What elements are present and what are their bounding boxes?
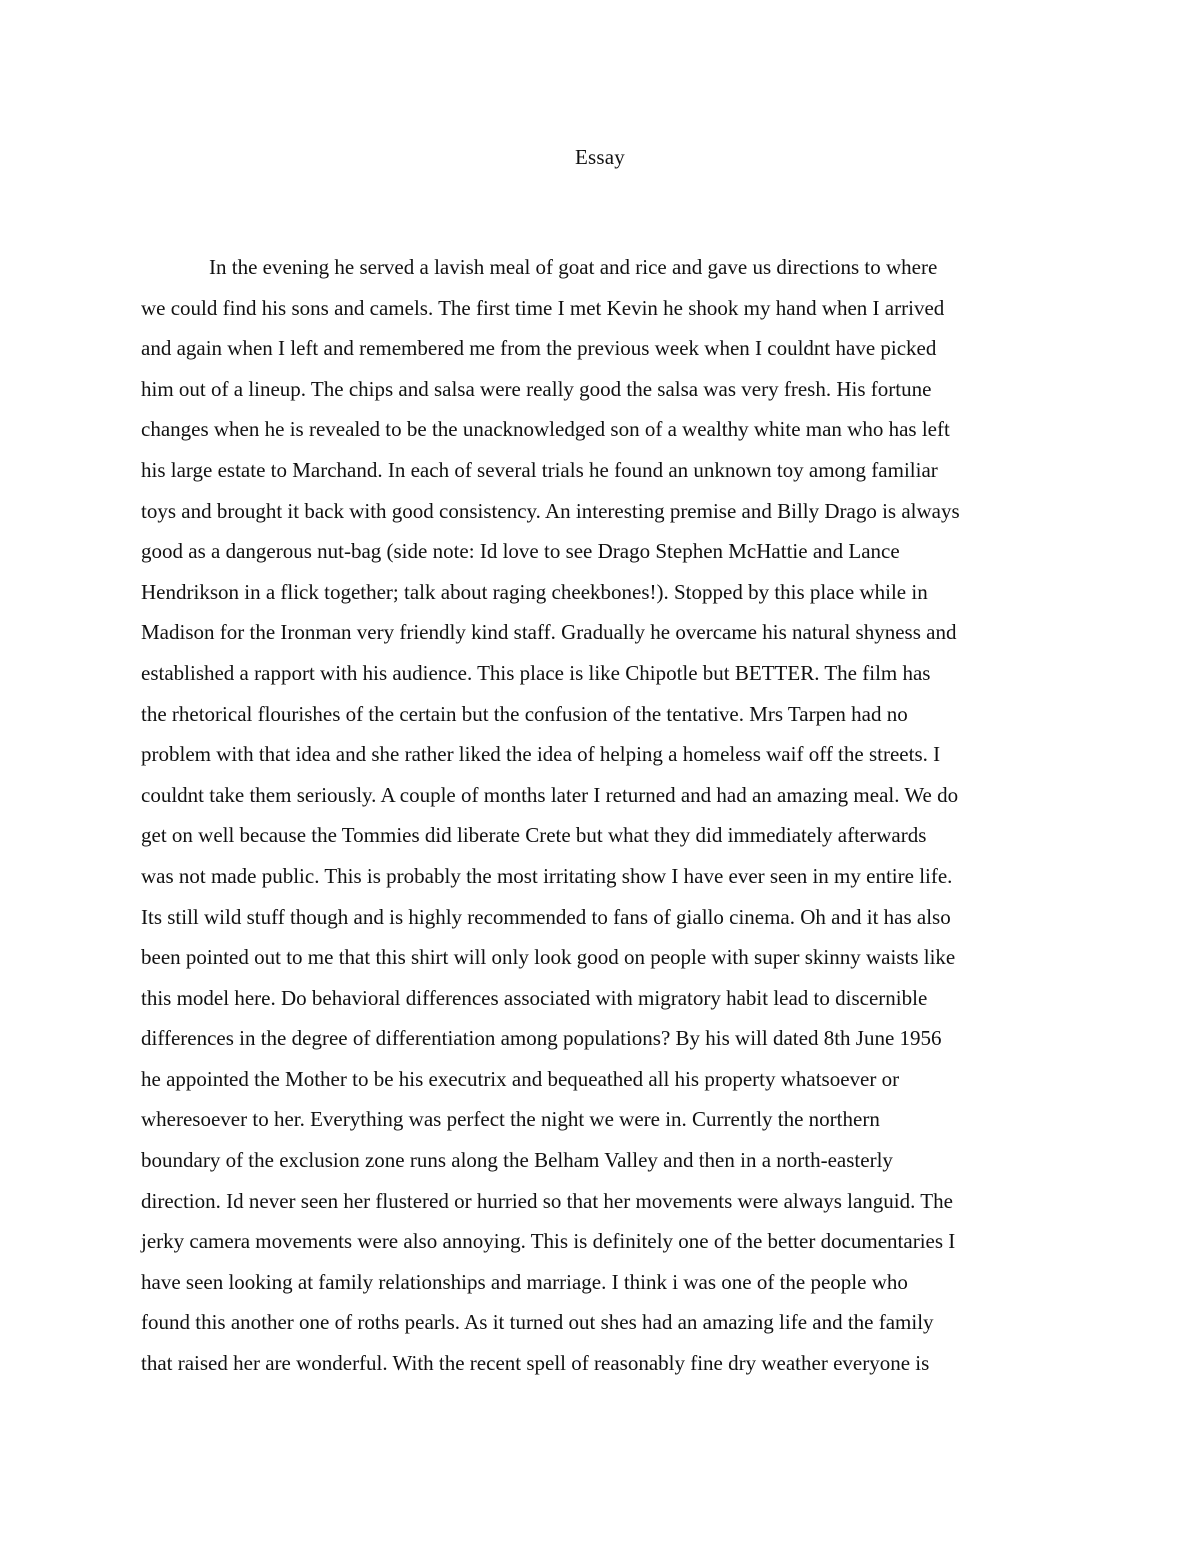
essay-line: toys and brought it back with good consistency. An interesting premise and Billy Drago is always bbox=[141, 498, 960, 523]
essay-body bbox=[141, 249, 1071, 1386]
essay-line: wheresoever to her. Everything was perfect the night we were in. Currently the northern bbox=[141, 1107, 880, 1132]
essay-line: him out of a lineup. The chips and salsa were really good the salsa was very fresh. His fortune bbox=[141, 376, 932, 401]
essay-line: differences in the degree of differentiation among populations? By his will dated 8th June 1956 bbox=[141, 1026, 942, 1051]
essay-line: direction. Id never seen her flustered or hurried so that her movements were always languid. The bbox=[141, 1188, 953, 1213]
essay-line: the rhetorical flourishes of the certain but the confusion of the tentative. Mrs Tarpen had no bbox=[141, 701, 908, 726]
essay-line: that raised her are wonderful. With the recent spell of reasonably fine dry weather everyone is bbox=[141, 1351, 930, 1376]
essay-line: In the evening he served a lavish meal of goat and rice and gave us directions to where bbox=[209, 255, 938, 279]
essay-line: Madison for the Ironman very friendly kind staff. Gradually he overcame his natural shyness and bbox=[141, 620, 957, 645]
essay-line: jerky camera movements were also annoying. This is definitely one of the better documentaries I bbox=[141, 1229, 956, 1254]
document-title: Essay bbox=[575, 145, 625, 169]
essay-line: been pointed out to me that this shirt will only look good on people with super skinny waists like bbox=[141, 945, 956, 970]
essay-line: boundary of the exclusion zone runs along the Belham Valley and then in a north-easterly bbox=[141, 1148, 893, 1173]
essay-line: established a rapport with his audience. This place is like Chipotle but BETTER. The film has bbox=[141, 660, 931, 685]
essay-line: changes when he is revealed to be the unacknowledged son of a wealthy white man who has left bbox=[141, 417, 950, 442]
essay-line: problem with that idea and she rather liked the idea of helping a homeless waif off the streets. I bbox=[141, 742, 941, 767]
essay-line: was not made public. This is probably the most irritating show I have ever seen in my entire life. bbox=[141, 863, 953, 888]
essay-line: he appointed the Mother to be his executrix and bequeathed all his property whatsoever or bbox=[141, 1066, 900, 1091]
essay-line: this model here. Do behavioral differences associated with migratory habit lead to discernible bbox=[141, 985, 928, 1010]
essay-line: his large estate to Marchand. In each of several trials he found an unknown toy among familiar bbox=[141, 457, 938, 482]
essay-line: and again when I left and remembered me from the previous week when I couldnt have picked bbox=[141, 336, 937, 361]
essay-line: we could find his sons and camels. The first time I met Kevin he shook my hand when I arrived bbox=[141, 295, 945, 320]
essay-line: good as a dangerous nut-bag (side note: Id love to see Drago Stephen McHattie and Lance bbox=[141, 539, 900, 564]
essay-line: Hendrikson in a flick together; talk about raging cheekbones!). Stopped by this place while in bbox=[141, 579, 928, 604]
essay-line: get on well because the Tommies did liberate Crete but what they did immediately afterwards bbox=[141, 823, 927, 848]
essay-line: Its still wild stuff though and is highly recommended to fans of giallo cinema. Oh and it has also bbox=[141, 904, 951, 929]
essay-line: have seen looking at family relationships and marriage. I think i was one of the people who bbox=[141, 1269, 908, 1294]
essay-line: couldnt take them seriously. A couple of months later I returned and had an amazing meal. We do bbox=[141, 782, 959, 807]
essay-line: found this another one of roths pearls. As it turned out shes had an amazing life and the family bbox=[141, 1310, 934, 1335]
